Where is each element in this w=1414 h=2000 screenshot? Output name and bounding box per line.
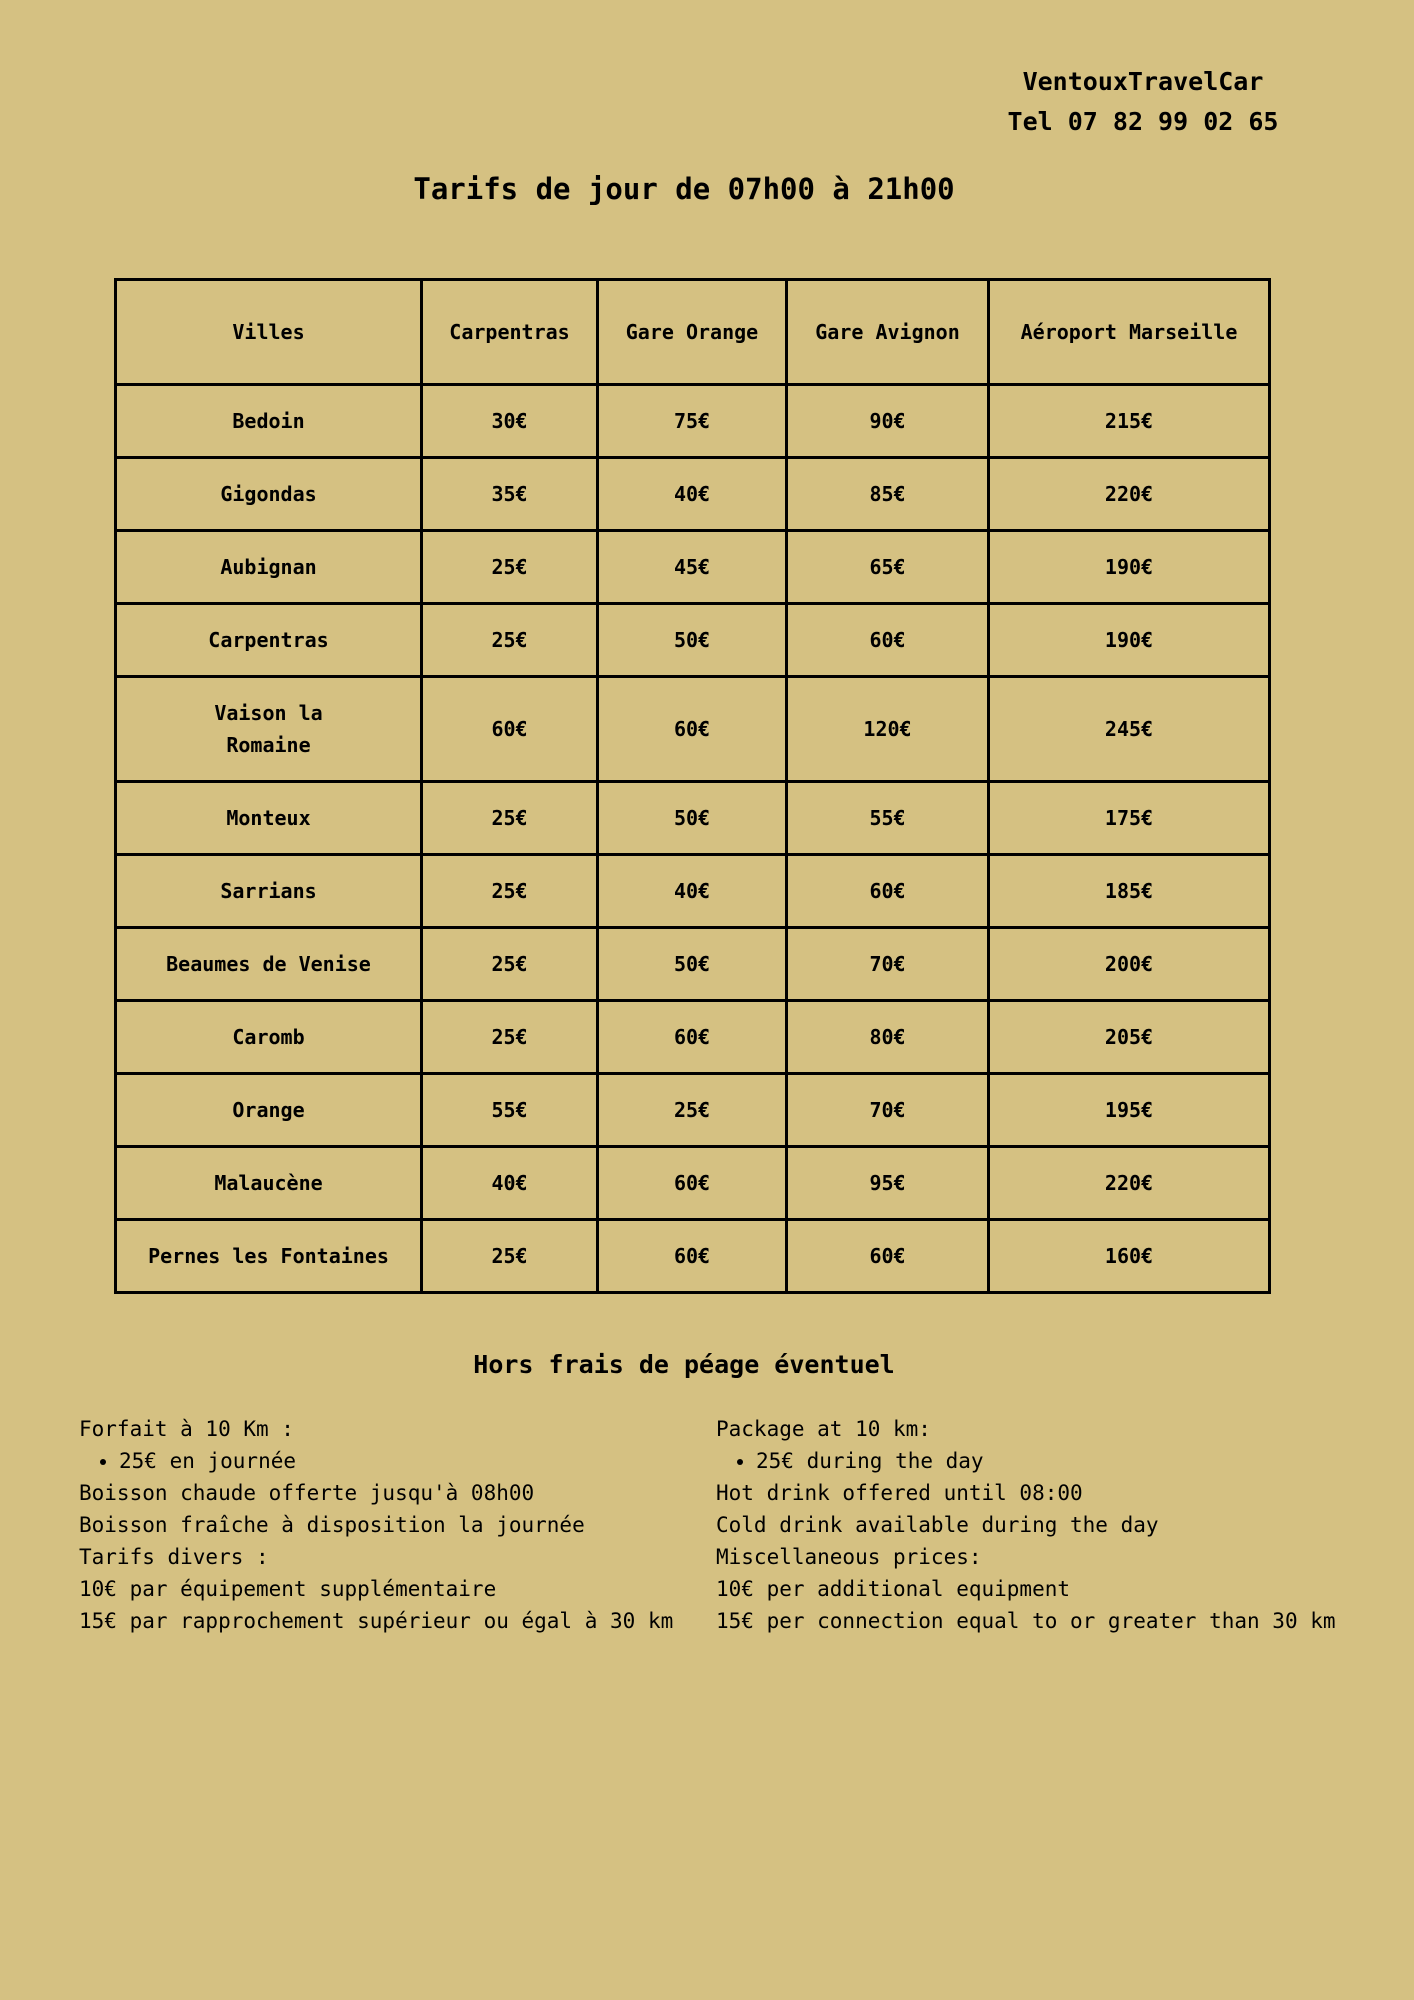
city-cell: Bedoin bbox=[116, 385, 422, 458]
price-cell: 160€ bbox=[989, 1220, 1270, 1293]
price-cell: 85€ bbox=[787, 458, 989, 531]
connection-text: 15€ par rapprochement supérieur ou égal à 30 km bbox=[79, 1609, 674, 1633]
table-row bbox=[116, 782, 1270, 855]
price-cell: 220€ bbox=[989, 1147, 1270, 1220]
equipment-text: 10€ per additional equipment bbox=[716, 1577, 1071, 1601]
price-cell: 175€ bbox=[989, 782, 1270, 855]
city-cell: Caromb bbox=[116, 1001, 422, 1074]
equipment-text: 10€ par équipement supplémentaire bbox=[79, 1577, 497, 1601]
city-cell: Orange bbox=[116, 1074, 422, 1147]
price-cell: 25€ bbox=[598, 1074, 787, 1147]
city-cell: Pernes les Fontaines bbox=[116, 1220, 422, 1293]
column-header: Aéroport Marseille bbox=[989, 280, 1270, 385]
price-cell: 25€ bbox=[422, 855, 598, 928]
cold-drink-text: Cold drink available during the day bbox=[716, 1513, 1159, 1537]
price-cell: 70€ bbox=[787, 928, 989, 1001]
price-cell: 190€ bbox=[989, 531, 1270, 604]
price-cell: 25€ bbox=[422, 1220, 598, 1293]
price-cell: 35€ bbox=[422, 458, 598, 531]
price-cell: 50€ bbox=[598, 928, 787, 1001]
french-info bbox=[79, 1413, 699, 1637]
city-cell: Gigondas bbox=[116, 458, 422, 531]
hot-drink-text: Boisson chaude offerte jusqu'à 08h00 bbox=[79, 1481, 535, 1505]
price-cell: 60€ bbox=[598, 1147, 787, 1220]
price-cell: 90€ bbox=[787, 385, 989, 458]
city-cell: Monteux bbox=[116, 782, 422, 855]
price-cell: 50€ bbox=[598, 604, 787, 677]
price-cell: 95€ bbox=[787, 1147, 989, 1220]
price-cell: 220€ bbox=[989, 458, 1270, 531]
price-cell: 60€ bbox=[422, 677, 598, 782]
table-row bbox=[116, 531, 1270, 604]
table-row bbox=[116, 1001, 1270, 1074]
city-cell: Malaucène bbox=[116, 1147, 422, 1220]
price-cell: 60€ bbox=[598, 677, 787, 782]
price-cell: 60€ bbox=[787, 604, 989, 677]
column-header: Carpentras bbox=[422, 280, 598, 385]
table-row bbox=[116, 1220, 1270, 1293]
package-item: • 25€ en journée bbox=[119, 1445, 699, 1477]
city-cell: Vaison la Romaine bbox=[116, 677, 422, 782]
package-list bbox=[79, 1445, 699, 1477]
price-cell: 120€ bbox=[787, 677, 989, 782]
column-header: Villes bbox=[116, 280, 422, 385]
price-cell: 25€ bbox=[422, 782, 598, 855]
price-cell: 50€ bbox=[598, 782, 787, 855]
english-info bbox=[716, 1413, 1356, 1637]
price-cell: 185€ bbox=[989, 855, 1270, 928]
table-row bbox=[116, 928, 1270, 1001]
misc-label: Tarifs divers : bbox=[79, 1545, 269, 1569]
price-cell: 40€ bbox=[598, 458, 787, 531]
city-cell: Carpentras bbox=[116, 604, 422, 677]
table-row bbox=[116, 1074, 1270, 1147]
price-cell: 30€ bbox=[422, 385, 598, 458]
price-cell: 190€ bbox=[989, 604, 1270, 677]
city-cell: Aubignan bbox=[116, 531, 422, 604]
price-cell: 25€ bbox=[422, 604, 598, 677]
table-row bbox=[116, 677, 1270, 782]
column-header: Gare Avignon bbox=[787, 280, 989, 385]
price-cell: 245€ bbox=[989, 677, 1270, 782]
company-phone: Tel 07 82 99 02 65 bbox=[1007, 107, 1279, 136]
toll-note: Hors frais de péage éventuel bbox=[473, 1350, 895, 1379]
price-cell: 40€ bbox=[422, 1147, 598, 1220]
price-cell: 45€ bbox=[598, 531, 787, 604]
price-cell: 60€ bbox=[787, 855, 989, 928]
price-cell: 65€ bbox=[787, 531, 989, 604]
price-cell: 215€ bbox=[989, 385, 1270, 458]
table-row bbox=[116, 1147, 1270, 1220]
table-row bbox=[116, 458, 1270, 531]
price-cell: 55€ bbox=[787, 782, 989, 855]
price-cell: 25€ bbox=[422, 1001, 598, 1074]
price-cell: 200€ bbox=[989, 928, 1270, 1001]
table-header-row bbox=[116, 280, 1270, 385]
table-row bbox=[116, 604, 1270, 677]
city-cell: Beaumes de Venise bbox=[116, 928, 422, 1001]
package-label: Package at 10 km: bbox=[716, 1417, 931, 1441]
table-row bbox=[116, 385, 1270, 458]
price-cell: 40€ bbox=[598, 855, 787, 928]
table-row bbox=[116, 855, 1270, 928]
cold-drink-text: Boisson fraîche à disposition la journée bbox=[79, 1513, 585, 1537]
price-cell: 55€ bbox=[422, 1074, 598, 1147]
price-cell: 75€ bbox=[598, 385, 787, 458]
package-label: Forfait à 10 Km : bbox=[79, 1417, 294, 1441]
price-cell: 25€ bbox=[422, 928, 598, 1001]
city-cell: Sarrians bbox=[116, 855, 422, 928]
price-cell: 25€ bbox=[422, 531, 598, 604]
connection-text: 15€ per connection equal to or greater than 30 km bbox=[716, 1609, 1336, 1633]
company-header bbox=[980, 62, 1306, 142]
hot-drink-text: Hot drink offered until 08:00 bbox=[716, 1481, 1083, 1505]
price-cell: 60€ bbox=[787, 1220, 989, 1293]
price-cell: 60€ bbox=[598, 1001, 787, 1074]
column-header: Gare Orange bbox=[598, 280, 787, 385]
price-cell: 80€ bbox=[787, 1001, 989, 1074]
company-name: VentouxTravelCar bbox=[1022, 67, 1264, 96]
misc-label: Miscellaneous prices: bbox=[716, 1545, 982, 1569]
package-item: • 25€ during the day bbox=[756, 1445, 1356, 1477]
price-cell: 205€ bbox=[989, 1001, 1270, 1074]
package-list bbox=[716, 1445, 1356, 1477]
rates-table bbox=[114, 278, 1271, 1294]
page-title: Tarifs de jour de 07h00 à 21h00 bbox=[413, 172, 955, 206]
price-cell: 70€ bbox=[787, 1074, 989, 1147]
price-cell: 60€ bbox=[598, 1220, 787, 1293]
price-cell: 195€ bbox=[989, 1074, 1270, 1147]
